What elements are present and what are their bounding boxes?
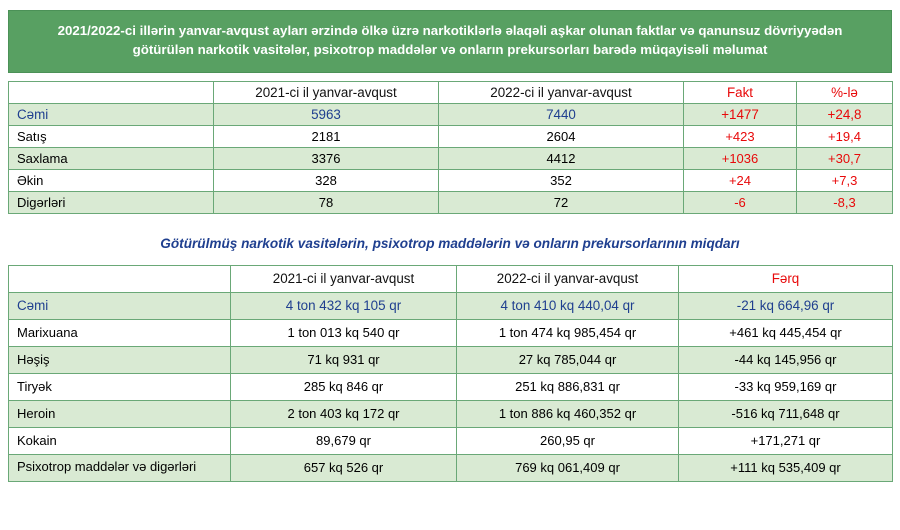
- table-row: [9, 427, 893, 454]
- seizures-row-2022: 4 ton 410 kq 440,04 qr: [457, 292, 679, 319]
- section-subtitle: Götürülmüş narkotik vasitələrin, psixotrop maddələrin və onların prekursorlarının miqdarı: [160, 235, 740, 251]
- table-row: [9, 454, 893, 481]
- facts-row-label: Satış: [9, 125, 214, 147]
- facts-header-2022: 2022-ci il yanvar-avqust: [439, 81, 684, 103]
- facts-row-2021: 328: [214, 169, 439, 191]
- seizures-row-diff: -516 kq 711,648 qr: [679, 400, 893, 427]
- seizures-row-label: Tiryək: [9, 373, 231, 400]
- seizures-row-2022: 1 ton 474 kq 985,454 qr: [457, 319, 679, 346]
- seizures-row-2021: 2 ton 403 kq 172 qr: [231, 400, 457, 427]
- facts-row-label: Cəmi: [9, 103, 214, 125]
- seizures-row-2021: 285 kq 846 qr: [231, 373, 457, 400]
- table-row: [9, 125, 893, 147]
- facts-row-2022: 72: [439, 191, 684, 213]
- facts-row-percent: +7,3: [797, 169, 893, 191]
- table-row: [9, 191, 893, 213]
- banner-line-2: götürülən narkotik vasitələr, psixotrop maddələr və onların prekursorları barədə müqayisəli məlumat: [132, 42, 768, 58]
- seizures-table: [8, 265, 893, 482]
- facts-row-percent: +30,7: [797, 147, 893, 169]
- title-banner: [8, 10, 892, 73]
- banner-line-1: 2021/2022-ci illərin yanvar-avqust ayları ərzində ölkə üzrə narkotiklərlə əlaqəli aşkar olunan faktlar və qanunsuz dövriyyədən: [57, 23, 843, 38]
- seizures-row-2021: 657 kq 526 qr: [231, 454, 457, 481]
- seizures-row-diff: +111 kq 535,409 qr: [679, 454, 893, 481]
- table-row: [9, 373, 893, 400]
- seizures-row-diff: +171,271 qr: [679, 427, 893, 454]
- facts-row-fakt: -6: [684, 191, 797, 213]
- facts-row-fakt: +1477: [684, 103, 797, 125]
- table-row: [9, 400, 893, 427]
- facts-row-fakt: +1036: [684, 147, 797, 169]
- facts-header-percent: %-lə: [797, 81, 893, 103]
- seizures-row-diff: -33 kq 959,169 qr: [679, 373, 893, 400]
- seizures-row-2022: 1 ton 886 kq 460,352 qr: [457, 400, 679, 427]
- table-row: [9, 103, 893, 125]
- facts-row-label: Saxlama: [9, 147, 214, 169]
- table-row: [9, 319, 893, 346]
- seizures-row-label: Heroin: [9, 400, 231, 427]
- seizures-row-2022: 769 kq 061,409 qr: [457, 454, 679, 481]
- seizures-table-header-row: [9, 265, 893, 292]
- seizures-row-2022: 251 kq 886,831 qr: [457, 373, 679, 400]
- facts-row-fakt: +24: [684, 169, 797, 191]
- table-row: [9, 292, 893, 319]
- facts-row-percent: +19,4: [797, 125, 893, 147]
- seizures-row-2022: 27 kq 785,044 qr: [457, 346, 679, 373]
- facts-row-2021: 3376: [214, 147, 439, 169]
- seizures-row-2021: 71 kq 931 qr: [231, 346, 457, 373]
- table-row: [9, 147, 893, 169]
- seizures-row-label: Cəmi: [9, 292, 231, 319]
- seizures-row-diff: -21 kq 664,96 qr: [679, 292, 893, 319]
- facts-row-percent: +24,8: [797, 103, 893, 125]
- table-row: [9, 346, 893, 373]
- facts-row-2021: 5963: [214, 103, 439, 125]
- facts-row-percent: -8,3: [797, 191, 893, 213]
- table-row: [9, 169, 893, 191]
- seizures-header-diff: Fərq: [679, 265, 893, 292]
- facts-row-2022: 4412: [439, 147, 684, 169]
- facts-header-fakt: Fakt: [684, 81, 797, 103]
- seizures-header-2021: 2021-ci il yanvar-avqust: [231, 265, 457, 292]
- facts-table: [8, 81, 893, 214]
- seizures-row-2021: 1 ton 013 kq 540 qr: [231, 319, 457, 346]
- seizures-row-diff: -44 kq 145,956 qr: [679, 346, 893, 373]
- facts-row-2021: 2181: [214, 125, 439, 147]
- facts-header-2021: 2021-ci il yanvar-avqust: [214, 81, 439, 103]
- seizures-row-label: Psixotrop maddələr və digərləri: [9, 454, 231, 481]
- seizures-row-2021: 89,679 qr: [231, 427, 457, 454]
- seizures-row-2021: 4 ton 432 kq 105 qr: [231, 292, 457, 319]
- seizures-row-label: Kokain: [9, 427, 231, 454]
- facts-row-label: Digərləri: [9, 191, 214, 213]
- facts-row-2021: 78: [214, 191, 439, 213]
- facts-row-2022: 352: [439, 169, 684, 191]
- facts-row-2022: 7440: [439, 103, 684, 125]
- facts-header-blank: [9, 81, 214, 103]
- seizures-row-diff: +461 kq 445,454 qr: [679, 319, 893, 346]
- facts-row-2022: 2604: [439, 125, 684, 147]
- seizures-row-label: Marixuana: [9, 319, 231, 346]
- facts-row-label: Əkin: [9, 169, 214, 191]
- seizures-header-2022: 2022-ci il yanvar-avqust: [457, 265, 679, 292]
- seizures-header-blank: [9, 265, 231, 292]
- facts-row-fakt: +423: [684, 125, 797, 147]
- seizures-row-label: Həşiş: [9, 346, 231, 373]
- seizures-row-2022: 260,95 qr: [457, 427, 679, 454]
- facts-table-header-row: [9, 81, 893, 103]
